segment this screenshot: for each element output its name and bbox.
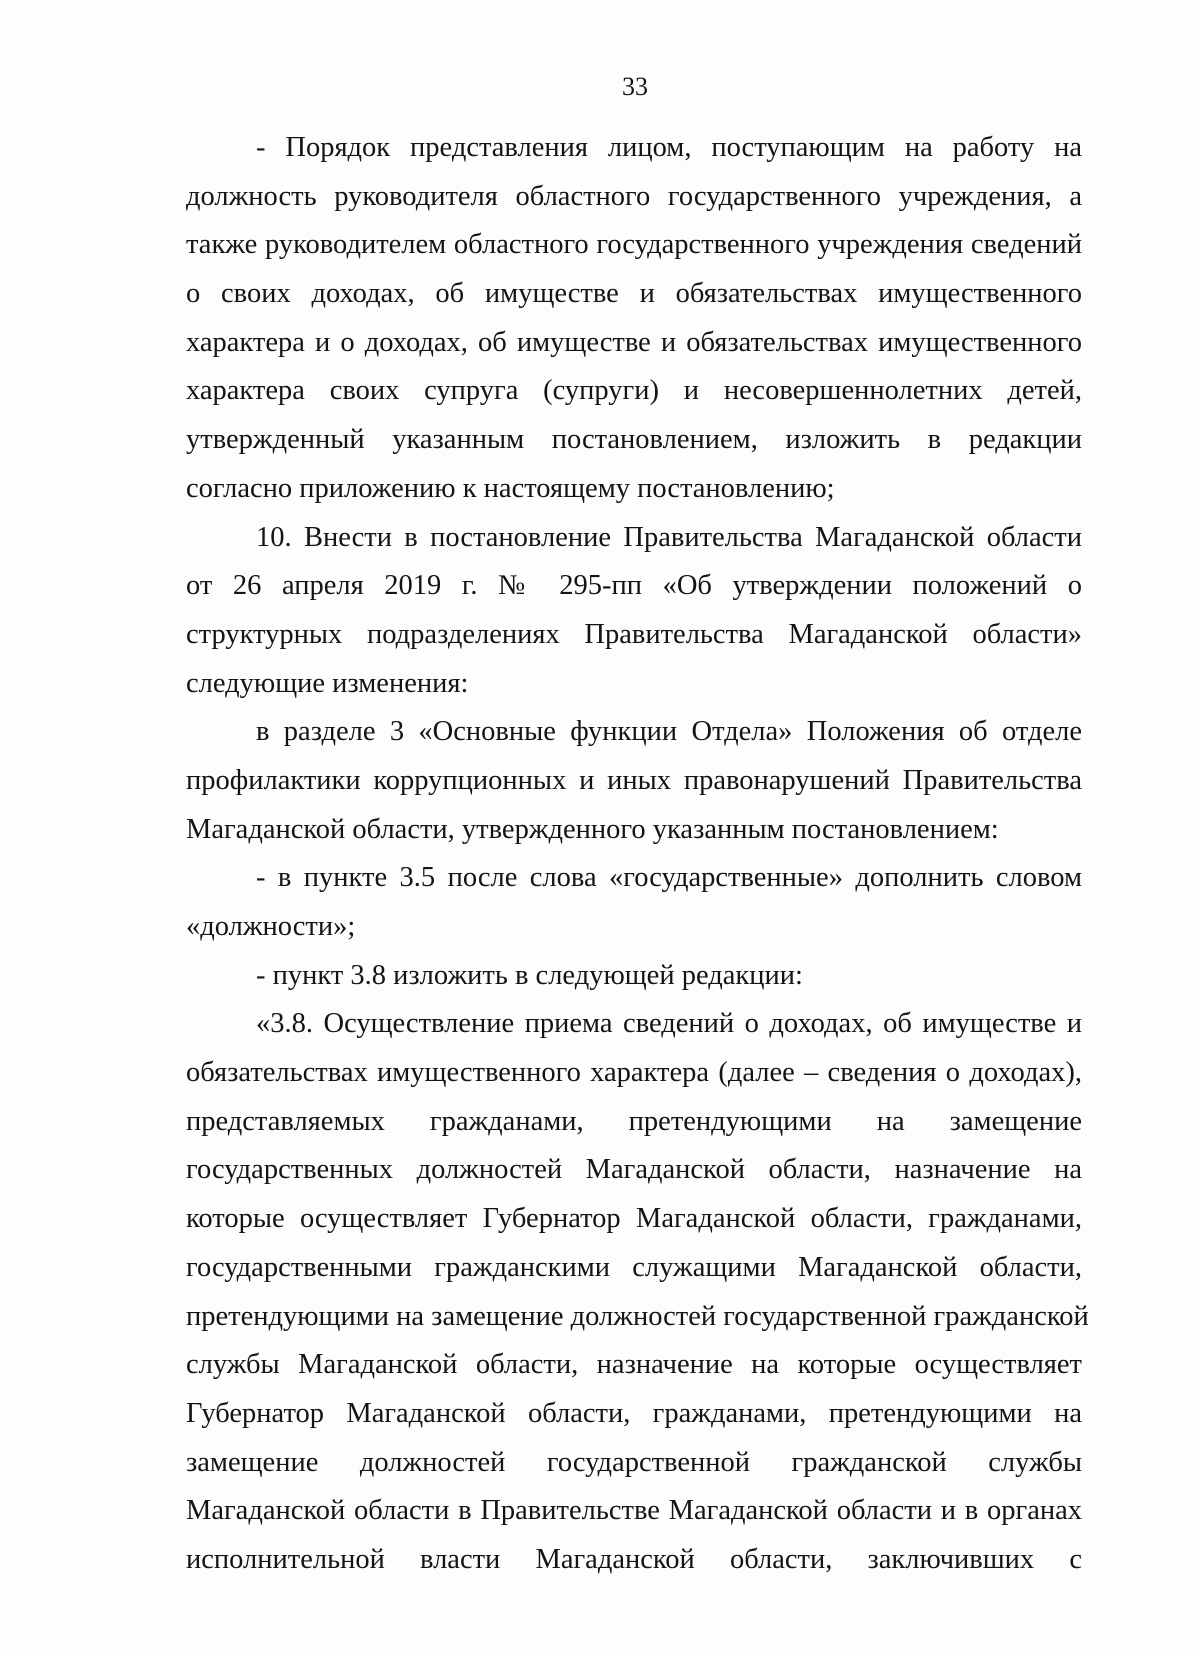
document-body <box>186 124 1089 1585</box>
text-line: - Порядок представления лицом, поступающим на работу на <box>256 132 1082 163</box>
text-line: государственными гражданскими служащими Магаданской области, <box>186 1251 1082 1283</box>
text-line: службы Магаданской области, назначение на которые осуществляет <box>186 1349 1082 1381</box>
text-line: характера своих супруга (супруги) и несовершеннолетних детей, <box>186 375 1082 407</box>
text-line: представляемых гражданами, претендующими на замещение <box>186 1105 1082 1137</box>
text-line: «3.8. Осуществление приема сведений о доходах, об имуществе и <box>256 1008 1082 1040</box>
text-line: претендующими на замещение должностей государственной гражданской <box>186 1300 1089 1332</box>
text-line: структурных подразделениях Правительства Магаданской области» <box>186 618 1082 650</box>
text-line: должность руководителя областного государственного учреждения, а <box>186 180 1082 212</box>
text-line: замещение должностей государственной гражданской службы <box>186 1446 1082 1478</box>
text-line: Магаданской области в Правительстве Магаданской области и в органах <box>186 1495 1082 1527</box>
text-line: - в пункте 3.5 после слова «государственные» дополнить словом <box>256 862 1082 894</box>
text-line: утвержденный указанным постановлением, изложить в редакции <box>186 424 1082 456</box>
text-line: Магаданской области, утвержденного указанным постановлением: <box>186 813 999 845</box>
text-line: обязательствах имущественного характера (далее – сведения о доходах), <box>186 1057 1082 1089</box>
text-line: «должности»; <box>186 911 356 942</box>
text-line: согласно приложению к настоящему постановлению; <box>186 472 835 504</box>
text-line: от 26 апреля 2019 г. № 295-пп «Об утверждении положений о <box>186 570 1082 602</box>
text-line: которые осуществляет Губернатор Магаданской области, гражданами, <box>186 1203 1082 1235</box>
text-line: о своих доходах, об имуществе и обязательствах имущественного <box>186 278 1082 310</box>
text-line: характера и о доходах, об имуществе и обязательствах имущественного <box>186 326 1082 358</box>
text-line: 10. Внести в постановление Правительства Магаданской области <box>256 521 1082 553</box>
page-number: 33 <box>622 72 648 101</box>
text-line: также руководителем областного государственного учреждения сведений <box>186 229 1082 261</box>
text-line: - пункт 3.8 изложить в следующей редакции: <box>256 959 803 991</box>
text-line: Губернатор Магаданской области, гражданами, претендующими на <box>186 1397 1082 1429</box>
text-line: профилактики коррупционных и иных правонарушений Правительства <box>186 764 1082 796</box>
text-line: в разделе 3 «Основные функции Отдела» Положения об отделе <box>256 716 1082 748</box>
text-line: следующие изменения: <box>186 667 469 699</box>
text-line: исполнительной власти Магаданской области, заключивших с <box>186 1543 1082 1575</box>
text-line: государственных должностей Магаданской области, назначение на <box>186 1154 1082 1186</box>
